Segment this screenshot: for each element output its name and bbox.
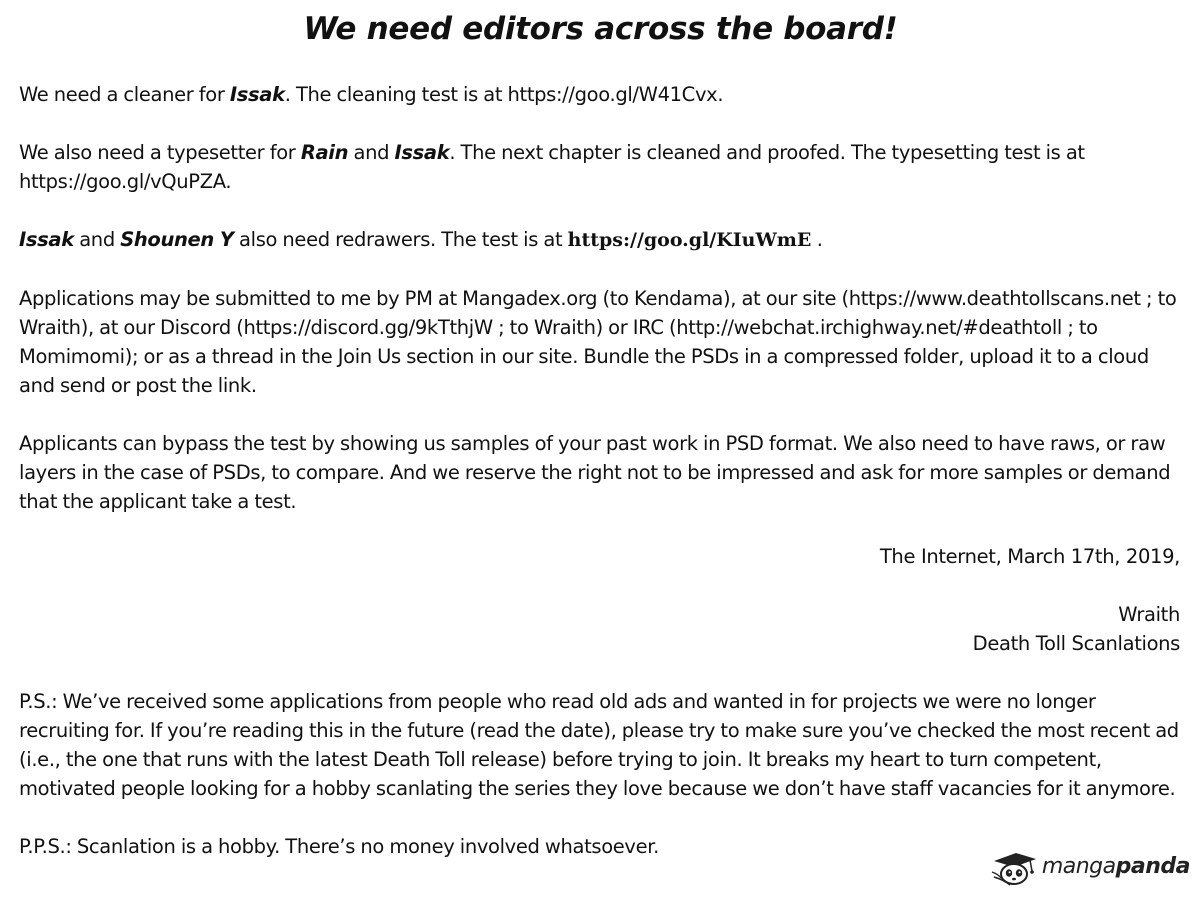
- cleaner-text-pre: We need a cleaner for: [19, 83, 230, 106]
- typesetter-project-2: Issak: [394, 141, 450, 164]
- bypass-paragraph: Applicants can bypass the test by showing us samples of your past work in PSD format. We also need to have raws, or raw layers in the case of PSDs, to compare. And we reserve the right not to be impressed and ask for more samples or demand that the applicant take a test.: [19, 432, 1171, 513]
- pps-paragraph: P.P.S.: Scanlation is a hobby. There’s no money involved whatsoever.: [19, 835, 659, 858]
- logo-word-panda: panda: [1115, 854, 1190, 879]
- redrawers-project-1: Issak: [19, 228, 74, 251]
- applications-paragraph: Applications may be submitted to me by PM at Mangadex.org (to Kendama), at our site (https://www.deathtollscans.net ; to Wraith), at our Discord (https://discord.gg/9kTthjW ; to Wraith) or IRC (http://webchat.irchighway.net/#deathtoll ; to Momimomi); or as a thread in the Join Us section in our site. Bundle the PSDs in a compressed folder, upload it to a cloud and send or post the link.: [19, 287, 1177, 397]
- signature-name: Wraith: [1118, 603, 1180, 626]
- redrawers-text-mid: also need redrawers. The test is at: [233, 228, 568, 251]
- page-title: We need editors across the board!: [303, 11, 898, 47]
- signature-group: Death Toll Scanlations: [972, 632, 1180, 655]
- panda-graduate-icon: [990, 847, 1038, 887]
- redrawers-text-post: .: [811, 228, 823, 251]
- cleaner-project: Issak: [229, 83, 285, 106]
- typesetter-text-pre: We also need a typesetter for: [19, 141, 301, 164]
- typesetter-project-1: Rain: [300, 141, 349, 164]
- date-line: The Internet, March 17th, 2019,: [879, 545, 1180, 568]
- mangapanda-logo: [990, 847, 1190, 887]
- typesetter-and: and: [348, 141, 395, 164]
- cleaner-paragraph: [19, 80, 1182, 109]
- redrawers-test-link: https://goo.gl/KIuWmE: [567, 229, 812, 251]
- logo-word-manga: manga: [1041, 854, 1116, 879]
- ps-paragraph: P.S.: We’ve received some applications from people who read old ads and wanted in for projects we were no longer recruiting for. If you’re reading this in the future (read the date), please try to make sure you’ve checked the most recent ad (i.e., the one that runs with the latest Death Toll release) before trying to join. It breaks my heart to turn competent, motivated people looking for a hobby scanlating the series they love because we don’t have staff vacancies for it anymore.: [19, 690, 1179, 800]
- logo-wordmark: [1042, 856, 1190, 878]
- signature-block: [19, 600, 1182, 658]
- redrawers-and: and: [73, 228, 121, 251]
- redrawers-project-2: Shounen Y: [120, 228, 234, 251]
- redrawers-paragraph: [19, 225, 1182, 255]
- cleaner-text-post: . The cleaning test is at https://goo.gl/W41Cvx.: [284, 83, 724, 106]
- typesetter-paragraph: [19, 138, 1182, 196]
- typesetter-text-post: . The next chapter is cleaned and proofed. The typesetting test is at https://goo.gl/vQuPZA.: [19, 141, 1085, 193]
